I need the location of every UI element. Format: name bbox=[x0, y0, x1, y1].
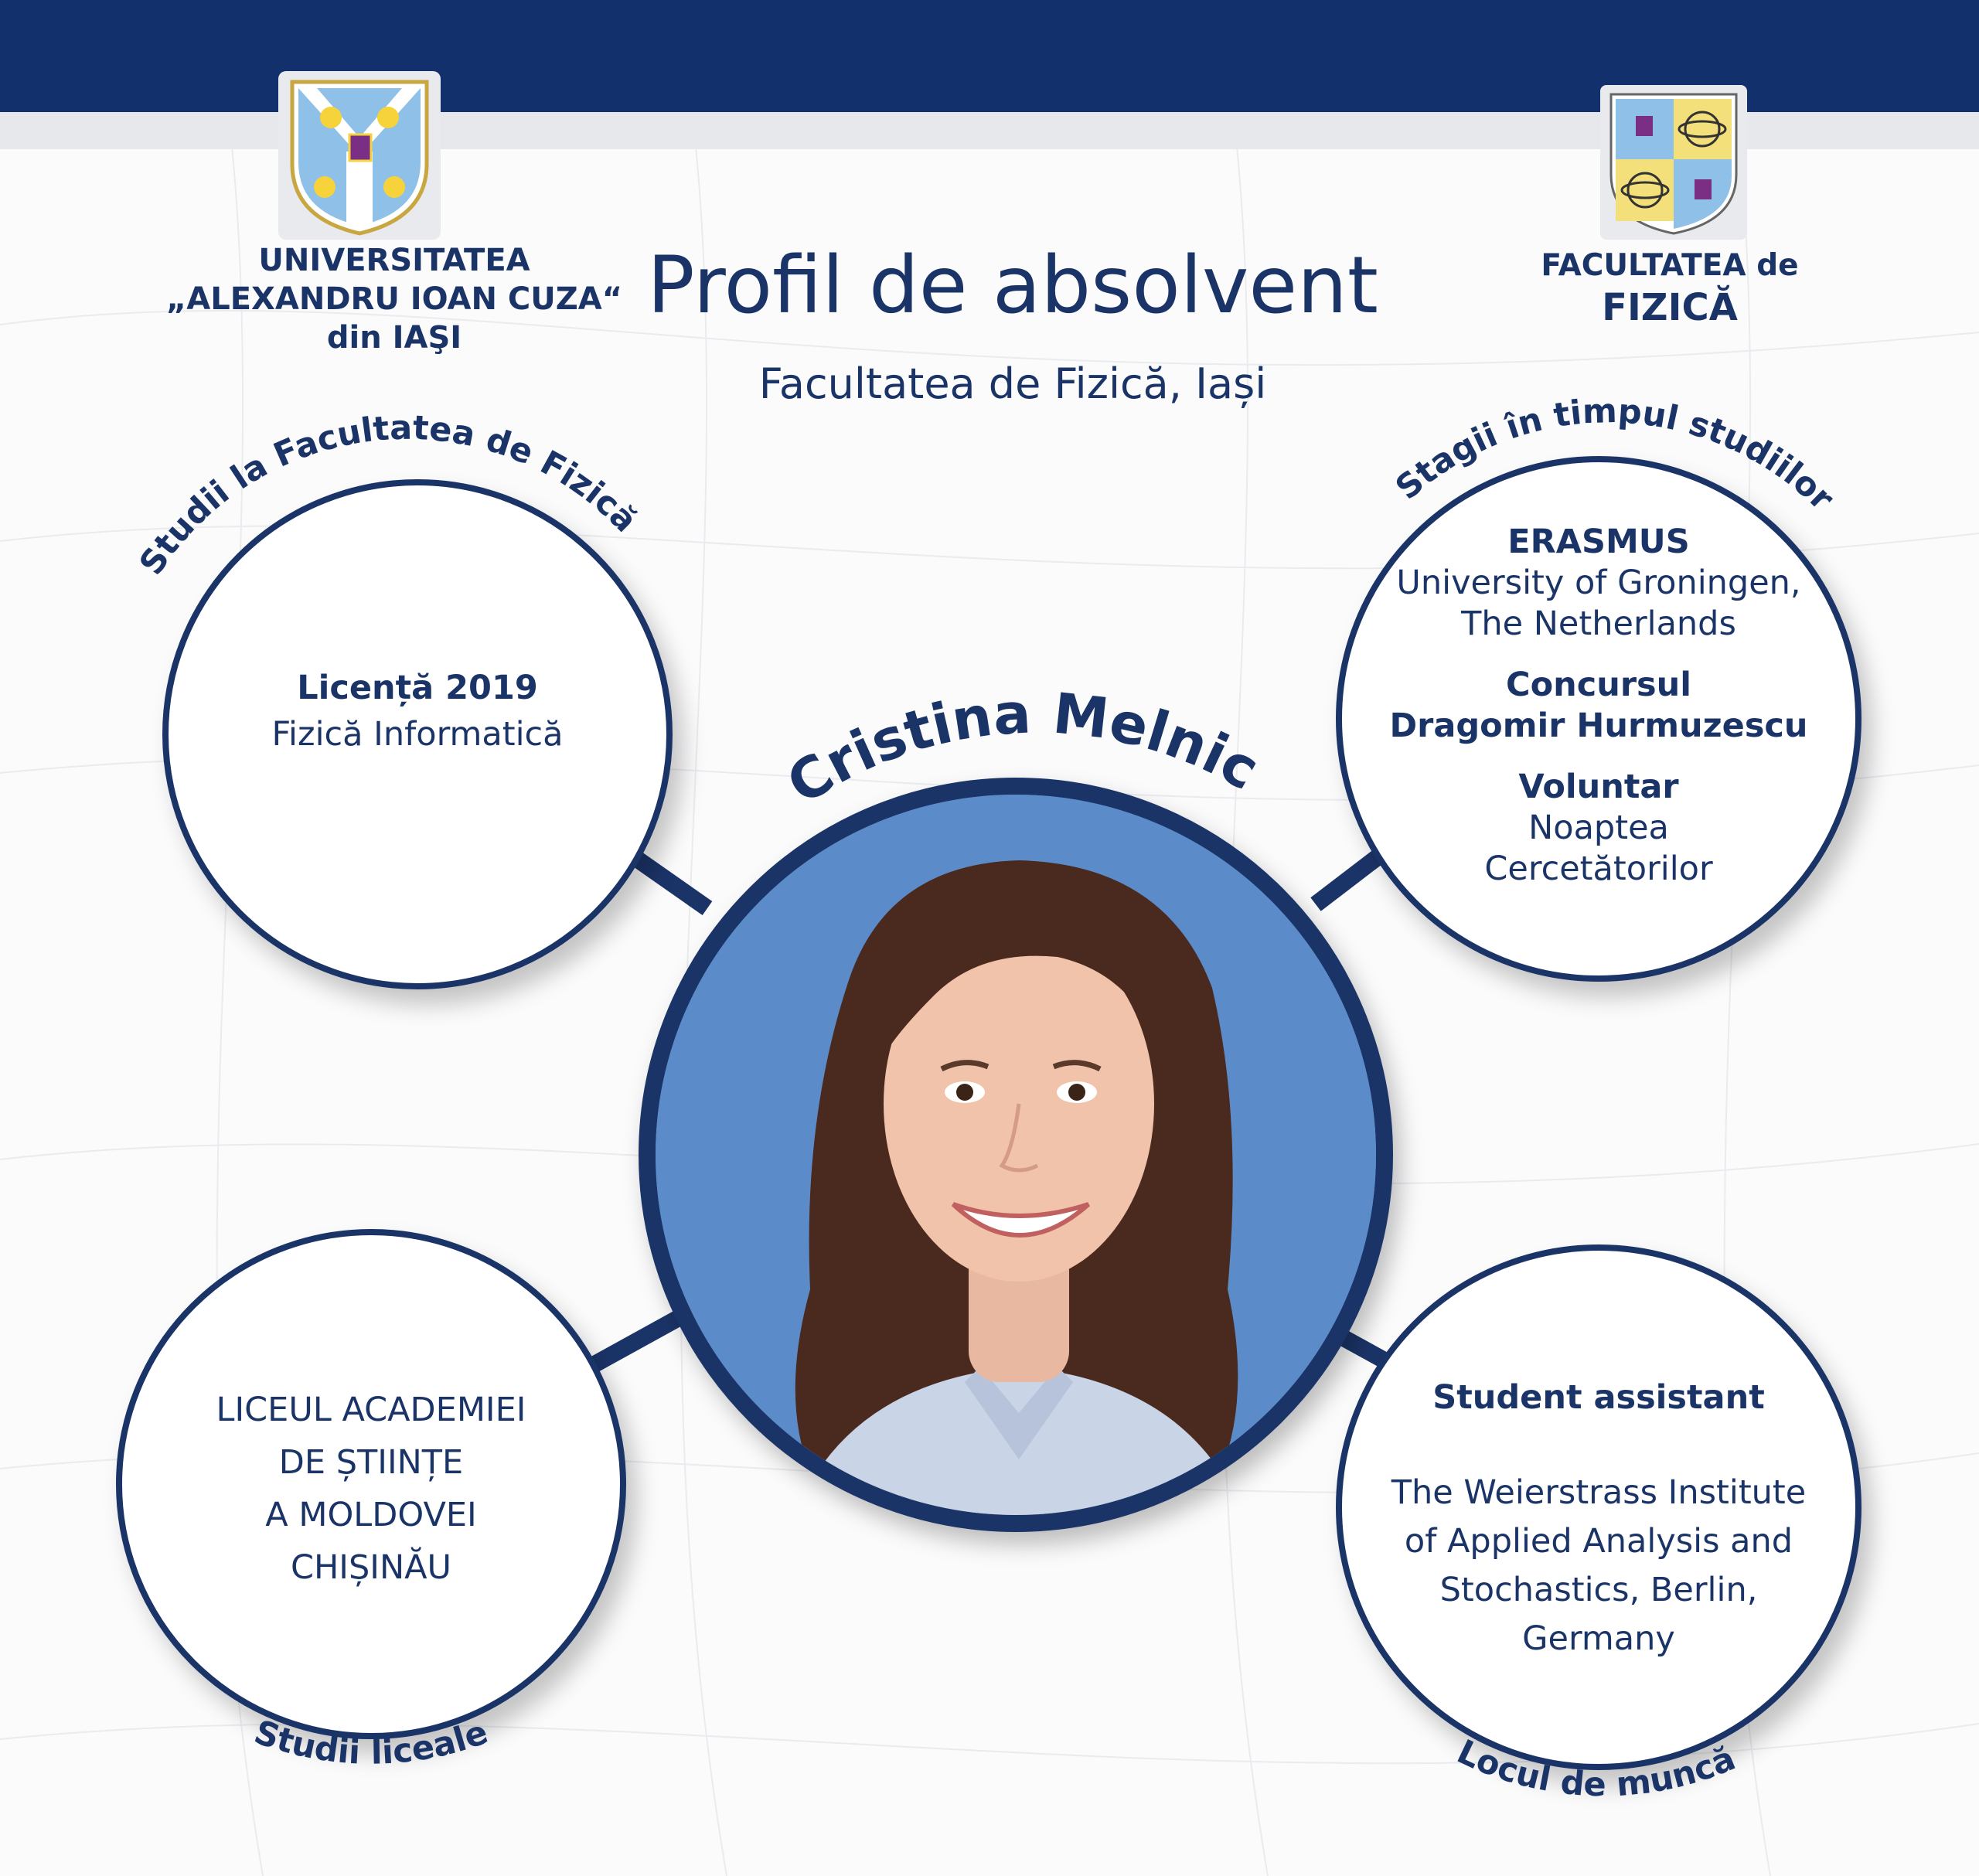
highschool-line1: LICEUL ACADEMIEI bbox=[216, 1391, 526, 1429]
university-name-line1: UNIVERSITATEA bbox=[258, 243, 530, 278]
internship-volunteer-line1: Noaptea bbox=[1528, 809, 1669, 847]
internship-erasmus-title: ERASMUS bbox=[1507, 523, 1690, 561]
highschool-line4: CHIȘINĂU bbox=[290, 1548, 452, 1587]
studies-label: Studii la Facultatea de Fizică bbox=[131, 408, 645, 582]
internship-volunteer-title: Voluntar bbox=[1518, 768, 1679, 806]
work-role: Student assistant bbox=[1432, 1378, 1765, 1417]
university-name-line2: „ALEXANDRU IOAN CUZA“ bbox=[166, 281, 622, 317]
university-name-line3: din IAŞI bbox=[326, 320, 462, 356]
faculty-name-line1: FACULTATEA de bbox=[1541, 248, 1799, 283]
internship-contest-line2: Dragomir Hurmuzescu bbox=[1389, 706, 1808, 745]
internships-label: Stagii în timpul studiilor bbox=[1388, 391, 1841, 519]
internship-erasmus-line2: The Netherlands bbox=[1461, 604, 1736, 643]
internship-erasmus-line1: University of Groningen, bbox=[1396, 563, 1801, 602]
internship-volunteer-line2: Cercetătorilor bbox=[1484, 849, 1713, 888]
work-line3: Stochastics, Berlin, bbox=[1439, 1571, 1758, 1609]
studies-degree: Licență 2019 bbox=[297, 669, 538, 707]
studies-program: Fizică Informatică bbox=[271, 715, 564, 754]
work-line4: Germany bbox=[1522, 1619, 1675, 1658]
work-line2: of Applied Analysis and bbox=[1404, 1522, 1793, 1561]
person-name: Cristina Melnic bbox=[775, 680, 1270, 817]
highschool-label: Studii liceale bbox=[249, 1712, 493, 1772]
highschool-line3: A MOLDOVEI bbox=[265, 1496, 477, 1534]
work-label: Locul de muncă bbox=[1451, 1732, 1741, 1805]
internship-contest-line1: Concursul bbox=[1506, 666, 1691, 704]
work-line1: The Weierstrass Institute bbox=[1391, 1473, 1807, 1512]
page-subtitle: Facultatea de Fizică, Iași bbox=[758, 359, 1267, 408]
faculty-name-line2: FIZICĂ bbox=[1602, 286, 1738, 329]
highschool-line2: DE ȘTIINȚE bbox=[278, 1443, 464, 1482]
page-title: Profil de absolvent bbox=[647, 240, 1378, 332]
